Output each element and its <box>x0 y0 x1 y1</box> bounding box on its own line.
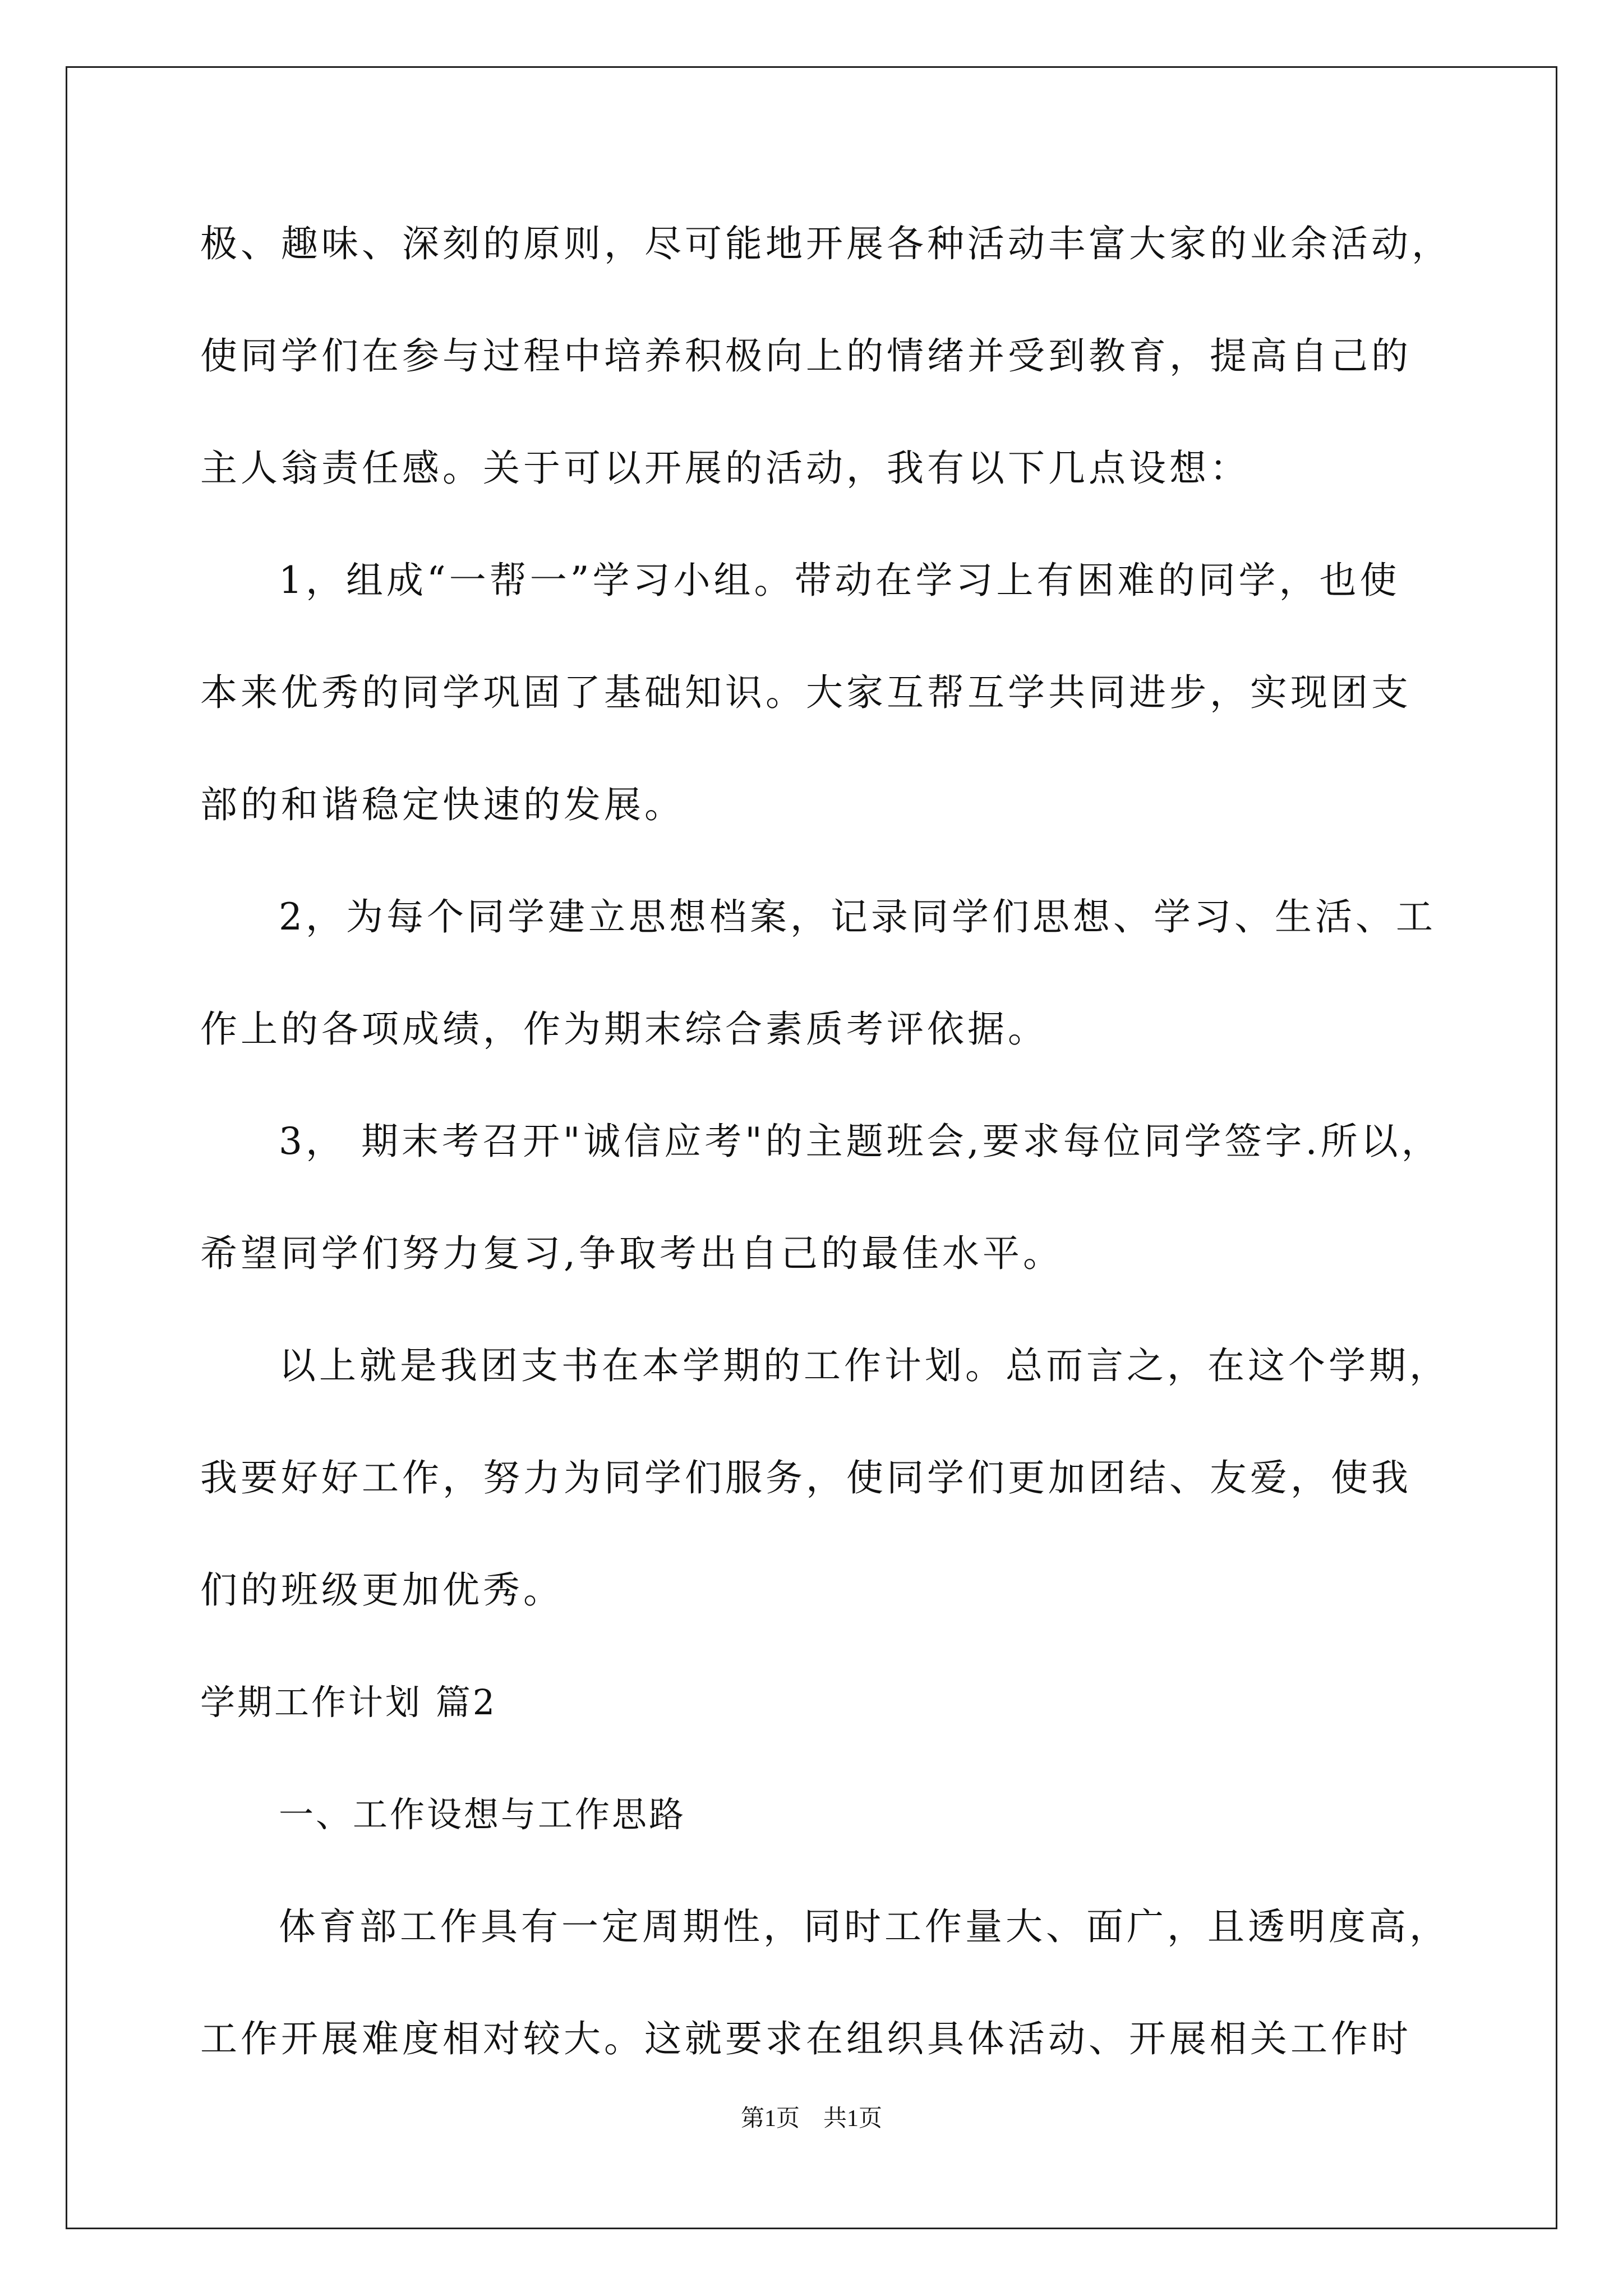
text-line: 2，为每个同学建立思想档案，记录同学们思想、学习、生活、工 <box>279 895 1436 938</box>
page-number-footer: 第1页 共1页 <box>740 2106 882 2132</box>
text-line: 1，组成“一帮一”学习小组。带动在学习上有困难的同学，也使 <box>279 559 1400 602</box>
text-line: 主人翁责任感。关于可以开展的活动，我有以下几点设想： <box>200 447 1250 490</box>
subsection-heading: 一、工作设想与工作思路 <box>279 1794 686 1835</box>
text-line: 极、趣味、深刻的原则，尽可能地开展各种活动丰富大家的业余活动， <box>200 222 1452 265</box>
text-line: 3， 期末考召开"诚信应考"的主题班会,要求每位同学签字.所以， <box>279 1120 1442 1163</box>
text-line: 希望同学们努力复习,争取考出自己的最佳水平。 <box>200 1232 1063 1275</box>
text-line: 体育部工作具有一定周期性，同时工作量大、面广，且透明度高， <box>279 1905 1450 1948</box>
text-line: 本来优秀的同学巩固了基础知识。大家互帮互学共同进步，实现团支 <box>200 671 1412 714</box>
text-line: 部的和谐稳定快速的发展。 <box>200 783 685 826</box>
text-line: 作上的各项成绩，作为期末综合素质考评依据。 <box>200 1007 1048 1051</box>
text-line: 以上就是我团支书在本学期的工作计划。总而言之，在这个学期， <box>279 1344 1450 1387</box>
section-heading: 学期工作计划 篇2 <box>200 1682 497 1723</box>
text-line: 们的班级更加优秀。 <box>200 1568 564 1612</box>
text-line: 使同学们在参与过程中培养积极向上的情绪并受到教育，提高自己的 <box>200 334 1412 378</box>
text-line: 我要好好工作，努力为同学们服务，使同学们更加团结、友爱，使我 <box>200 1456 1412 1499</box>
text-line: 工作开展难度相对较大。这就要求在组织具体活动、开展相关工作时 <box>200 2017 1412 2060</box>
